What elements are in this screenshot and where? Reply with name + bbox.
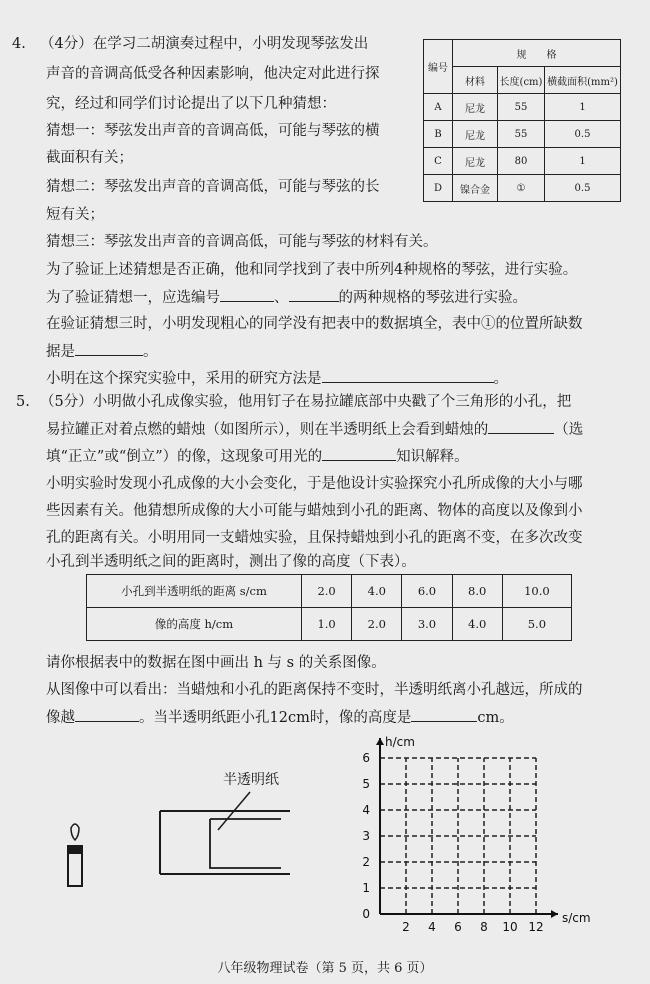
y-tick-label: 4 xyxy=(362,803,370,817)
q5-line-7: 小孔到半透明纸之间的距离时，测出了像的高度（下表）。 xyxy=(46,554,416,570)
table-cell: 3.0 xyxy=(402,608,452,641)
table-row xyxy=(87,608,572,641)
q4-line-4: 猜想一：琴弦发出声音的音调高低，可能与琴弦的横 xyxy=(46,123,380,139)
table-cell: 4.0 xyxy=(352,575,402,608)
spec-cell: 尼龙 xyxy=(453,148,498,175)
q5-draw-line: 请你根据表中的数据在图中画出 h 与 s 的关系图像。 xyxy=(46,655,386,671)
q5-answer-blank-4[interactable] xyxy=(411,707,477,722)
q5-line3-prefix: 填“正立”或“倒立”）的像，这现象可用光的 xyxy=(46,449,323,465)
q5-conclusion-prefix: 像越 xyxy=(46,710,75,726)
spec-cell: A xyxy=(424,94,453,121)
spec-cell: ① xyxy=(498,175,545,202)
q4-data-suffix: 。 xyxy=(143,344,158,360)
q5-line-5: 些因素有关。他猜想所成像的大小可能与蜡烛到小孔的距离、物体的高度以及像到小 xyxy=(46,503,583,519)
y-axis-arrow xyxy=(376,738,384,745)
q4-data-prefix: 据是 xyxy=(46,344,75,360)
q4-method-prefix: 小明在这个探究实验中，采用的研究方法是 xyxy=(46,371,322,387)
spec-cell: 尼龙 xyxy=(453,121,498,148)
spec-cell: 镍合金 xyxy=(453,175,498,202)
spec-cell: 0.5 xyxy=(545,175,621,202)
table-cell: 1.0 xyxy=(302,608,352,641)
q4-answer-blank-3[interactable] xyxy=(75,341,143,356)
q5-line-3 xyxy=(46,446,469,467)
q5-line-1: （5分）小明做小孔成像实验，他用钉子在易拉罐底部中央戳了个三角形的小孔，把 xyxy=(40,394,572,410)
x-tick-label: 12 xyxy=(528,920,544,934)
x-tick-label: 10 xyxy=(502,920,518,934)
q4-data-line xyxy=(46,341,158,362)
q4-line-7: 短有关； xyxy=(46,207,104,223)
q4-method-suffix: 。 xyxy=(493,371,508,387)
pinhole-diagram xyxy=(55,760,315,910)
x-axis-arrow xyxy=(551,910,558,918)
table-row-label: 小孔到半透明纸的距离 s/cm xyxy=(87,575,302,608)
x-tick-label: 6 xyxy=(454,920,462,934)
candle-icon xyxy=(68,824,82,886)
q5-answer-blank-1[interactable] xyxy=(488,419,554,434)
y-tick-label: 6 xyxy=(362,751,370,765)
q4-select-prefix: 为了验证猜想一，应选编号 xyxy=(46,290,220,306)
spec-cell: C xyxy=(424,148,453,175)
table-row xyxy=(87,575,572,608)
table-cell: 4.0 xyxy=(452,608,502,641)
y-axis-label: h/cm xyxy=(385,735,415,749)
q5-conclusion-mid: 。当半透明纸距小孔12cm时，像的高度是 xyxy=(139,710,412,726)
q4-line-9: 为了验证上述猜想是否正确，他和同学找到了表中所列4种规格的琴弦，进行实验。 xyxy=(46,262,578,278)
q4-line-8: 猜想三：琴弦发出声音的音调高低，可能与琴弦的材料有关。 xyxy=(46,234,438,250)
spec-cell: 0.5 xyxy=(545,121,621,148)
table-cell: 2.0 xyxy=(302,575,352,608)
q4-method-line xyxy=(46,368,508,389)
table-cell: 10.0 xyxy=(502,575,571,608)
table-row xyxy=(424,148,621,175)
q5-line2-suffix: （选 xyxy=(554,422,584,438)
q5-answer-blank-2[interactable] xyxy=(322,446,396,461)
table-cell: 8.0 xyxy=(452,575,502,608)
x-axis-label: s/cm xyxy=(562,911,591,925)
q4-line-6: 猜想二：琴弦发出声音的音调高低，可能与琴弦的长 xyxy=(46,179,380,195)
q5-line2-prefix: 易拉罐正对着点燃的蜡烛（如图所示），则在半透明纸上会看到蜡烛的 xyxy=(46,422,489,438)
spec-col-material: 材料 xyxy=(453,67,498,94)
table-row xyxy=(424,175,621,202)
translucent-paper-label: 半透明纸 xyxy=(223,772,279,788)
spec-col-number: 编号 xyxy=(424,40,453,94)
q5-line-6: 孔的距离有关。小明用同一支蜡烛实验，且保持蜡烛到小孔的距离不变，在多次改变 xyxy=(46,530,583,546)
q4-answer-blank-4[interactable] xyxy=(322,368,494,383)
q5-conclusion-suffix: cm。 xyxy=(477,710,514,726)
y-tick-label: 2 xyxy=(362,855,370,869)
y-tick-label: 3 xyxy=(362,829,370,843)
q5-line-4: 小明实验时发现小孔成像的大小会变化，于是他设计实验探究小孔所成像的大小与哪 xyxy=(46,476,583,492)
table-cell: 2.0 xyxy=(352,608,402,641)
spec-cell: 80 xyxy=(498,148,545,175)
spec-cell: 尼龙 xyxy=(453,94,498,121)
origin-label: 0 xyxy=(362,907,370,921)
spec-cell: 55 xyxy=(498,121,545,148)
q4-verify-line: 在验证猜想三时，小明发现粗心的同学没有把表中的数据填全，表中①的位置所缺数 xyxy=(46,316,583,332)
table-cell: 5.0 xyxy=(502,608,571,641)
y-tick-label: 5 xyxy=(362,777,370,791)
x-tick-label: 8 xyxy=(480,920,488,934)
q5-answer-blank-3[interactable] xyxy=(75,707,139,722)
table-row xyxy=(424,121,621,148)
spec-group-header: 规 格 xyxy=(453,40,621,67)
table-row xyxy=(424,94,621,121)
q4-line-1: （4分）在学习二胡演奏过程中，小明发现琴弦发出 xyxy=(40,36,369,52)
spec-cell: D xyxy=(424,175,453,202)
q4-select-line xyxy=(46,287,527,308)
page-footer: 八年级物理试卷（第 5 页，共 6 页） xyxy=(217,961,433,976)
q4-answer-blank-2[interactable] xyxy=(289,287,339,302)
q4-line-5: 截面积有关； xyxy=(46,150,133,166)
can-outline xyxy=(160,811,290,874)
spec-col-length: 长度(cm) xyxy=(498,67,545,94)
spec-cell: 55 xyxy=(498,94,545,121)
spec-cell: B xyxy=(424,121,453,148)
spec-cell: 1 xyxy=(545,94,621,121)
q4-select-sep: 、 xyxy=(274,290,289,306)
q4-line-3: 究，经过和同学们讨论提出了以下几种猜想： xyxy=(46,96,336,112)
q4-line-2: 声音的音调高低受各种因素影响，他决定对此进行探 xyxy=(46,66,380,82)
spec-cell: 1 xyxy=(545,148,621,175)
table-cell: 6.0 xyxy=(402,575,452,608)
h-s-graph xyxy=(330,728,630,938)
q5-number: 5. xyxy=(16,394,30,410)
table-row-label: 像的高度 h/cm xyxy=(87,608,302,641)
q5-line-2 xyxy=(46,419,583,440)
x-tick-label: 2 xyxy=(402,920,410,934)
q4-number: 4. xyxy=(12,36,26,52)
measurement-table xyxy=(86,574,572,641)
q5-conclusion-line-1: 从图像中可以看出：当蜡烛和小孔的距离保持不变时，半透明纸离小孔越远，所成的 xyxy=(46,682,583,698)
q5-conclusion-line-2 xyxy=(46,707,514,728)
x-tick-label: 4 xyxy=(428,920,436,934)
q5-line3-suffix: 知识解释。 xyxy=(396,449,469,465)
y-tick-label: 1 xyxy=(362,881,370,895)
string-spec-table xyxy=(423,39,621,202)
q4-select-suffix: 的两种规格的琴弦进行实验。 xyxy=(338,290,527,306)
spec-col-area: 横截面积(mm²) xyxy=(545,67,621,94)
q4-answer-blank-1[interactable] xyxy=(220,287,274,302)
